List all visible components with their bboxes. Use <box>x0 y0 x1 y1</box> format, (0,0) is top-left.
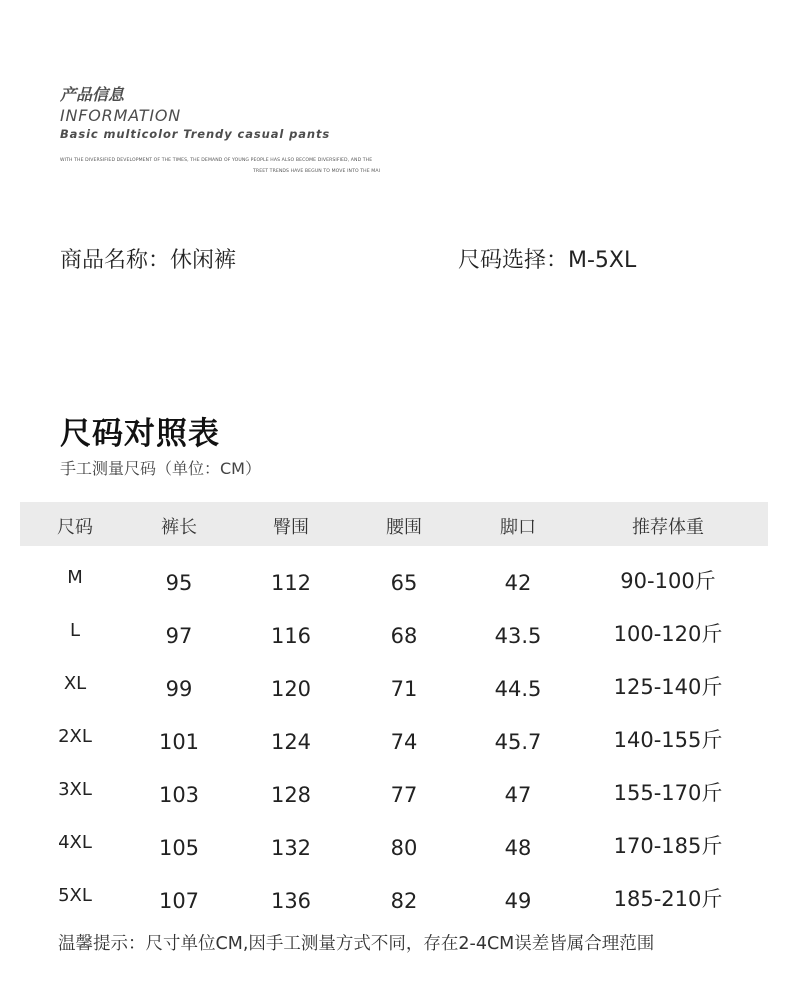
info-title-cn: 产品信息 <box>60 85 125 104</box>
cell-weight-text: 125-140斤 <box>613 675 723 699</box>
cell-size-text: 2XL <box>58 726 92 747</box>
cell-waist-text: 65 <box>390 571 418 595</box>
cell-hem-text: 43.5 <box>494 624 542 648</box>
info-title-en: INFORMATION <box>60 106 182 125</box>
cell-hip-text: 136 <box>270 889 312 913</box>
header-weight-text: 推荐体重 <box>632 517 704 538</box>
cell-length-text: 103 <box>158 783 200 807</box>
cell-hip-text: 124 <box>270 730 312 754</box>
cell-length-text: 105 <box>158 836 200 860</box>
cell-length-text: 95 <box>165 571 193 595</box>
cell-length-text: 107 <box>158 889 200 913</box>
cell-weight-text: 140-155斤 <box>613 728 723 752</box>
size-chart-subtitle: 手工测量尺码（单位：CM） <box>60 459 261 478</box>
cell-waist-text: 74 <box>390 730 418 754</box>
header-size-text: 尺码 <box>57 517 93 538</box>
cell-hem-text: 44.5 <box>494 677 542 701</box>
cell-waist-text: 71 <box>390 677 418 701</box>
cell-waist-text: 68 <box>390 624 418 648</box>
measurement-tip: 温馨提示：尺寸单位CM,因手工测量方式不同，存在2-4CM误差皆属合理范围 <box>58 934 655 954</box>
cell-length-text: 101 <box>158 730 200 754</box>
header-hip-text: 臀围 <box>273 517 309 538</box>
cell-size-text: 3XL <box>58 779 92 800</box>
cell-weight-text: 155-170斤 <box>613 781 723 805</box>
cell-hem-text: 45.7 <box>494 730 542 754</box>
cell-size-text: XL <box>63 673 87 694</box>
info-subtitle: Basic multicolor Trendy casual pants <box>60 127 331 141</box>
cell-weight-text: 90-100斤 <box>620 569 716 593</box>
cell-waist-text: 80 <box>390 836 418 860</box>
cell-hem-text: 48 <box>504 836 532 860</box>
cell-length-text: 99 <box>165 677 193 701</box>
cell-size-text: L <box>69 620 81 641</box>
cell-waist-text: 77 <box>390 783 418 807</box>
size-chart-title: 尺码对照表 <box>60 416 220 452</box>
fine-print-line-1: WITH THE DIVERSIFIED DEVELOPMENT OF THE TIMES, THE DEMAND OF YOUNG PEOPLE HAS ALSO BECOME DIVERSIFIED, AND THE <box>60 158 373 163</box>
cell-hip-text: 132 <box>270 836 312 860</box>
cell-hip-text: 128 <box>270 783 312 807</box>
product-name: 商品名称：休闲裤 <box>60 248 237 273</box>
cell-weight-text: 100-120斤 <box>613 622 723 646</box>
cell-hem-text: 49 <box>504 889 532 913</box>
fine-print-line-2: TREET TRENDS HAVE BEGUN TO MOVE INTO THE MAI <box>253 169 381 174</box>
size-range: 尺码选择：M-5XL <box>458 248 637 273</box>
cell-hip-text: 116 <box>270 624 312 648</box>
cell-hip-text: 120 <box>270 677 312 701</box>
cell-hem-text: 47 <box>504 783 532 807</box>
cell-size-text: 4XL <box>58 832 92 853</box>
cell-hip-text: 112 <box>270 571 312 595</box>
cell-length-text: 97 <box>165 624 193 648</box>
cell-size-text: M <box>67 567 83 588</box>
cell-size-text: 5XL <box>58 885 92 906</box>
cell-weight-text: 170-185斤 <box>613 834 723 858</box>
cell-waist-text: 82 <box>390 889 418 913</box>
header-hem-text: 脚口 <box>500 517 536 538</box>
cell-hem-text: 42 <box>504 571 532 595</box>
cell-weight-text: 185-210斤 <box>613 887 723 911</box>
header-waist-text: 腰围 <box>386 517 422 538</box>
header-length-text: 裤长 <box>161 517 197 538</box>
